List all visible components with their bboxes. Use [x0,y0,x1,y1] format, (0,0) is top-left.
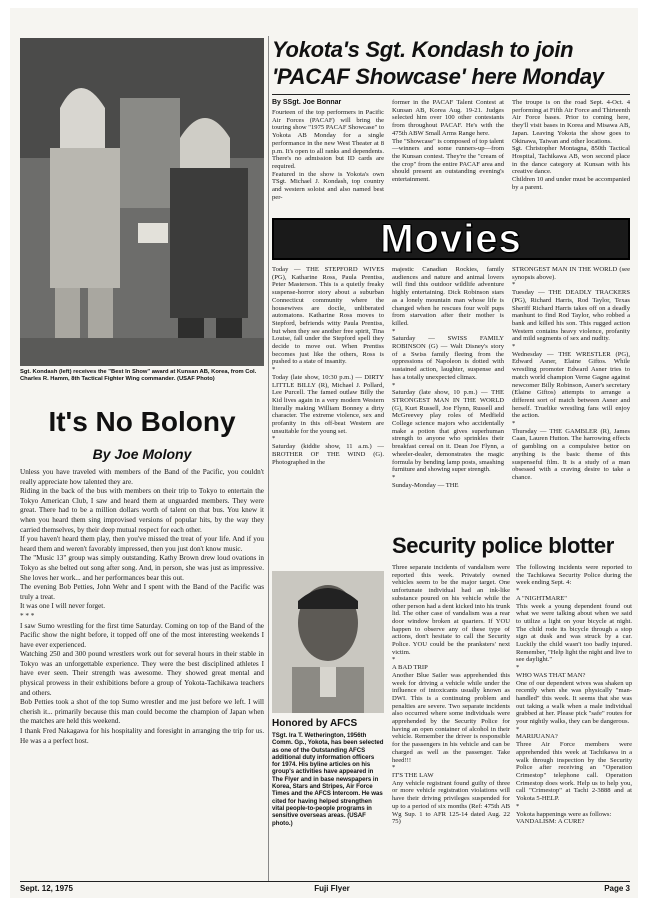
movies-column-2: majestic Canadian Rockies, family audiences and nature and animal lovers will find this outdoor wildlife adventure highly entertaining. Dick Robinson stars as a lonely mountain man whose life is changed when he rescues four wolf pups from starvation after their mother is killed. * Saturday — SWISS FAMILY ROBINSON (G) — Walt Disney's story of a Swiss family fleeing from the oppressions of Napoleon is dotted with sustained action, laughter, suspense and has a totally unexpected climax. * Saturday (late show, 10 p.m.) — THE STRONGEST MAN IN THE WORLD (G), Kurt Russell, Joe Flynn, Russell and McGreevey play roles of Medfield College science majors who accidentally make a potion that gives superhuman strength to anyone who sprinkles their breakfast cereal on it. Dean Joe Flynn, a wheeler-dealer, demonstrates the magic formula by bending lamp posts, smashing furniture and showing super strength. * Sunday-Monday — THE [392,266,504,489]
blotter-column-2: The following incidents were reported to the Tachikawa Security Police during the week ending Sept. 4: * A "NIGHTMARE" This week a young dependent found out what we were talking about when we said to utilize a light on your bicycle at night. The child rode its bicycle through a stop sign at dusk and was struck by a car. Luckily the child wasn't too badly injured. Remember, "Help light the night and live to see daylight." * WHO WAS THAT MAN? One of our dependent wives was shaken up recently when she was physically "man-handled" this week. It seems that she was out taking a walk when a male individual grabbed at her. Please pick "safe" routes for your nightly walks, they can be dangerous. * MARIJUANA? Three Air Force members were apprehended this week at Tachikawa in a walk through inspection by the Security Police after receiving an "Operation Crimestop" telephone call. Operation Crimestop does work. Help us to help you, call "Crimestop" at Tachi 2-3888 and at Yokota 5-HELP. * Yokota happenings were as follows: VANDALISM: A CURE? [516,564,632,826]
blotter-headline: Security police blotter [392,533,614,558]
movies-banner-title: Movies [380,217,522,261]
bolony-column: Unless you have traveled with members of the Band of the Pacific, you couldn't really appreciate how talented they are. Riding in the back of the bus with members on their trip to Tokyo to entertain the Tokyo American Club, I saw and heard them at unguarded members. They were great. There had to be a million dollars worth of talent on that bus. You knew it when you heard them sing improvised versions of popular hits, by the way they carried themselves, by their deep mutual respect for each other. If you haven't heard them play, then you've missed the treat of your life. And if you heard them and weren't favorably impressed, then you just don't know music. The "Music 13" group was simply outstanding. Kathy Brown drew loud ovations in Tokyo as she belted out song after song. And, in person, she was just as impressive. She loves her work... and her performances bear this out. The evening Bob Petties, John Wehr and I spent with the Band of the Pacific was truly a treat. It was one I will never forget. * * * I saw Sumo wrestling for the first time Saturday. Coming on top of the Band of the Pacific show the night before, it topped off one of the most interesting weekends I have ever experienced. Watching 250 and 300 pound wrestlers work out for several hours in their stable in Tokyo was an unforgettable experience. They were the best disciplined athletes I have ever seen. Their strength was awesome. They showed great mental and physical prowess in their exhibitions before a group of Yokota-Tachikawa teachers and others. Bob Petties took a shot of the top Sumo wrestler and me just before we left. I will cherish it... primarily because this man could become the champion of Japan when the matches are held this weekend. I thank Fred Nakagawa for his hospitality and foresight in arranging the trip for us. He was a a perfect host. [20,468,264,745]
blotter-column-1: Three separate incidents of vandalism were reported this week. Privately owned vehicles seem to be the major target. One unfortunate individual had an ink-like substance poured on his vehicle while the other person had a dent kicked into his trunk lid. The other case of vandalism was a rear door window broken at quarters. If YOU happen to observe any of these type of actions, don't hesitate to call the Security Police. YOU could be the pranksters' next victim. * A BAD TRIP Another Blue Sailer was apprehended this week for driving a vehicle while under the influence of intoxicants usually known as DWI. This is a continuing problem and penalties are severe. Two separate incidents also occurred where some individuals were apprehended by the Security Police for having an open container of alcohol in their vehicle. Remember the driver is responsible for the passengers in his vehicle and can be charged as well as the passenger. Take heed!!! * IT'S THE LAW Any vehicle registrant found guilty of three or more vehicle registration violations will have their driving privileges suspended for up to a period of six months (Ref: 475th AB Wg Sup. 1 to AFR 125-14 dated Aug. 22 75) [392,564,510,826]
movies-column-3: STRONGEST MAN IN THE WORLD (see synopsis above). * Tuesday — THE DEADLY TRACKERS (PG), Richard Harris, Rod Taylor, Texas Sheriff Richard Harris takes off on a deadly manhunt to find Rod Taylor, who robbed a bank and killed his son. This rugged action Western contains heavy violence, profanity and mild segments of sex and nudity. * Wednesday — THE WRESTLER (PG), Edward Asner, Elaine Giftos. While wrestling promoter Edward Asner tries to match world champion Verne Gagne against newcomer Billy Robinson, Asner's secretary (Elaine Giftos) attempts to arrange a different sort of match between Asner and herself. Truelike wrestling fans will enjoy the action. * Thursday — THE GAMBLER (R), James Caan, Lauren Hutton. The harrowing effects of gambling on a compulsive bettor on anything is the basic theme of this suspenseful film. It is a study of a man obsessed with a craving desire to take a chance. [512,266,630,481]
footer-date: Sept. 12, 1975 [20,884,73,893]
kondash-column-2: former in the PACAF Talent Contest at Kunsan AB, Korea Aug. 19-21. Judges selected him over 100 other contestants from throughout PACAF. He's with the 475th ABW Small Arms Range here. The "Showcase" is composed of top talent—winners and some runners-up—from the Kunsan contest. They're the "cream of the crop" from the entire PACAF area and should present an outstanding evening's entertainment. [392,99,504,184]
bolony-byline: By Joe Molony [92,446,192,462]
movies-banner [272,218,630,260]
honored-caption: TSgt. Ira T. Wetherington, 1956th Comm. Gp., Yokota, has been selected as one of the Outstanding AFCS additional duty information officers for 1974. His byline articles on his group's activities have appeared in The Flyer and in base newspapers in Korea, Stars and Stripes, Air Force Times and the AFCS Intercom. He was cited for having helped strengthen vital people-to-people programs in sensitive overseas areas. (USAF photo.) [272,732,384,827]
bolony-headline: It's No Bolony [48,406,236,437]
movies-column-1: Today — THE STEPFORD WIVES (PG), Katharine Ross, Paula Prentiss, Peter Masterson. This is a quietly freaky suspense-horror story about a suburban Connecticut community where the housewives are docile, unliberated automatons. Katharine Ross moves to Stepford, befriends witty Paula Prentiss, but when they see another free spirit, Tina Louise, fall under the Stepford spell they decide to move out. When Prentiss becomes just like the others, Ross is pushed to a state of insanity. * Today (late show, 10:30 p.m.) — DIRTY LITTLE BILLY (R), Michael J. Pollard, Lee Purcell. The famed outlaw Billy the Kid lives again in a very modern Western literally making William Bonney a dirty character. The extreme violence, sex and profanity in this off-beat Western are unsuitable for the young set. * Saturday (kiddie show, 11 a.m.) — BROTHER OF THE WIND (G). Photographed in the [272,266,384,466]
kondash-byline: By SSgt. Joe Bonnar [272,99,342,106]
kondash-headline-line-1: Yokota's Sgt. Kondash to join [272,37,574,62]
kondash-award-photo [20,38,264,366]
wetherington-portrait-photo [272,571,384,713]
kondash-photo-caption: Sgt. Kondash (left) receives the "Best In Show" award at Kunsan AB, Korea, from Col. Charles R. Hamm, 8th Tactical Fighter Wing commander. (USAF Photo) [20,369,257,382]
newspaper-page [10,8,638,898]
footer-paper-name: Fuji Flyer [314,884,350,893]
footer-page-number: Page 3 [604,884,630,893]
kondash-column-3: The troupe is on the road Sept. 4-Oct. 4 performing at Fifth Air Force and Thirteenth Air Force bases. Prior to coming here, they'll visit bases in Korea and Misawa AB, Japan. Leaving Yokota the show goes to Okinawa, Taiwan and other locations. Sgt. Christopher Montagna, 850th Tactical Hospital, Tachikawa AB, won second place in the dance category at Kunsan with his creative dance. Children 10 and under must be accompanied by a parent. [512,99,630,191]
honored-headline: Honored by AFCS [272,718,358,729]
kondash-headline-line-2: 'PACAF Showcase' here Monday [272,64,604,89]
kondash-headline [272,36,632,90]
column-rule-left [268,36,269,882]
masthead-rule [272,94,630,95]
kondash-column-1: Fourteen of the top performers in Pacific Air Forces (PACAF) will bring the touring show "1975 PACAF Showcase" to Yokota AB Monday for a single performance in the new West Theater at 8 p.m. It's open to all ranks and dependents. There's no admission but ID cards are required. Featured in the show is Yokota's own TSgt. Michael J. Kondash, top country and western soloist and also named best per- [272,109,384,201]
footer-rule [20,881,630,882]
